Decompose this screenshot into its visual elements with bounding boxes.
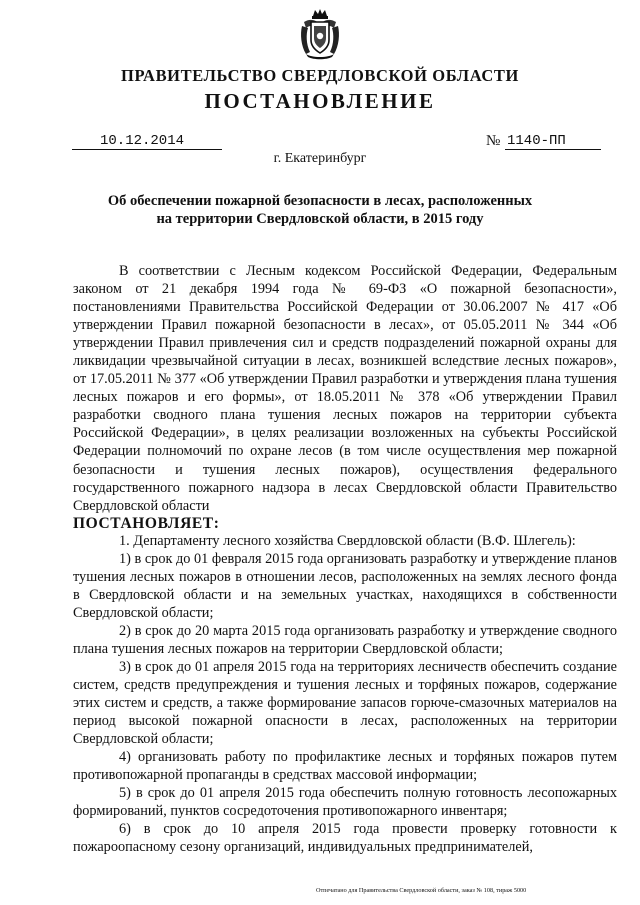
item-paragraph: 4) организовать работу по профилактике лесных и торфяных пожаров путем противопожарной пропаганды в средствах массовой информации; [73,749,617,784]
print-footer: Отпечатано для Правительства Свердловской области, заказ № 108, тираж 5000 [316,887,527,894]
item-paragraph: 6) в срок до 10 апреля 2015 года провести проверку готовности к пожароопасному сезону организаций, индивидуальных предпринимателей, [73,821,617,856]
title-line-2: на территории Свердловской области, в 2015 году [156,211,484,227]
government-name: ПРАВИТЕЛЬСТВО СВЕРДЛОВСКОЙ ОБЛАСТИ [121,66,519,85]
coat-of-arms-emblem [296,8,344,60]
item-paragraph: 1. Департаменту лесного хозяйства Свердловской области (В.Ф. Шлегель): [119,532,576,549]
document-date: 10.12.2014 [100,133,185,149]
item-paragraph: 2) в срок до 20 марта 2015 года организовать разработку и утверждение сводного плана тушения лесных пожаров на территории Свердловской области; [73,622,617,657]
item-paragraph: 1) в срок до 01 февраля 2015 года организовать разработку и утверждение планов тушения лесных пожаров в отношении лесов, расположенных на землях лесного фонда в Свердловской области и на земельных участках, находящихся в собственности Свердловской области; [73,550,617,621]
document-type: ПОСТАНОВЛЕНИЕ [204,89,436,113]
item-paragraph: 5) в срок до 01 апреля 2015 года обеспечить полную готовность лесопожарных формирований, пунктов сосредоточения противопожарного инвентаря; [73,785,617,820]
preamble-paragraph: В соответствии с Лесным кодексом Российской Федерации, Федеральным законом от 21 декабря 1994 года № 69-ФЗ «О пожарной безопасности», постановлениями Правительства Российской Федерации от 30.06.2007 № 417 «Об утверждении Правил пожарной безопасности в лесах», от 05.05.2011 № 344 «Об утверждении Правил привлечения сил и средств подразделений пожарной охраны для ликвидации чрезвычайной ситуации в лесах, возникшей вследствие лесных пожаров», от 17.05.2011 № 377 «Об утверждении Правил разработки и утверждения плана тушения лесных пожаров и его формы», от 18.05.2011 № 378 «Об утверждении Правил разработки сводного плана тушения лесных пожаров на территории субъекта Российской Федерации», в целях реализации возложенных на субъекты Российской Федерации полномочий по охране лесов (в том числе осуществления мер пожарной безопасности и тушения лесных пожаров), осуществления федерального государственного пожарного надзора в лесах Свердловской области Правительство Свердловской области [73,263,617,514]
number-field [505,133,601,150]
item-paragraph: 3) в срок до 01 апреля 2015 года на территориях лесничеств обеспечить создание систем, средств предупреждения и тушения лесных и торфяных пожаров, содержание этих систем и средств, а также формирование запасов горюче-смазочных материалов на период высокой пожарной опасности в лесах, расположенных на территории Свердловской области; [73,658,617,748]
document-body [73,262,617,857]
date-field [72,133,222,150]
document-title [60,192,580,228]
title-line-1: Об обеспечении пожарной безопасности в лесах, расположенных [107,193,533,209]
decree-heading: ПОСТАНОВЛЯЕТ: [73,514,220,532]
document-number: 1140-ПП [507,133,566,149]
number-sign: № [486,133,501,149]
city-name: г. Екатеринбург [273,151,367,166]
